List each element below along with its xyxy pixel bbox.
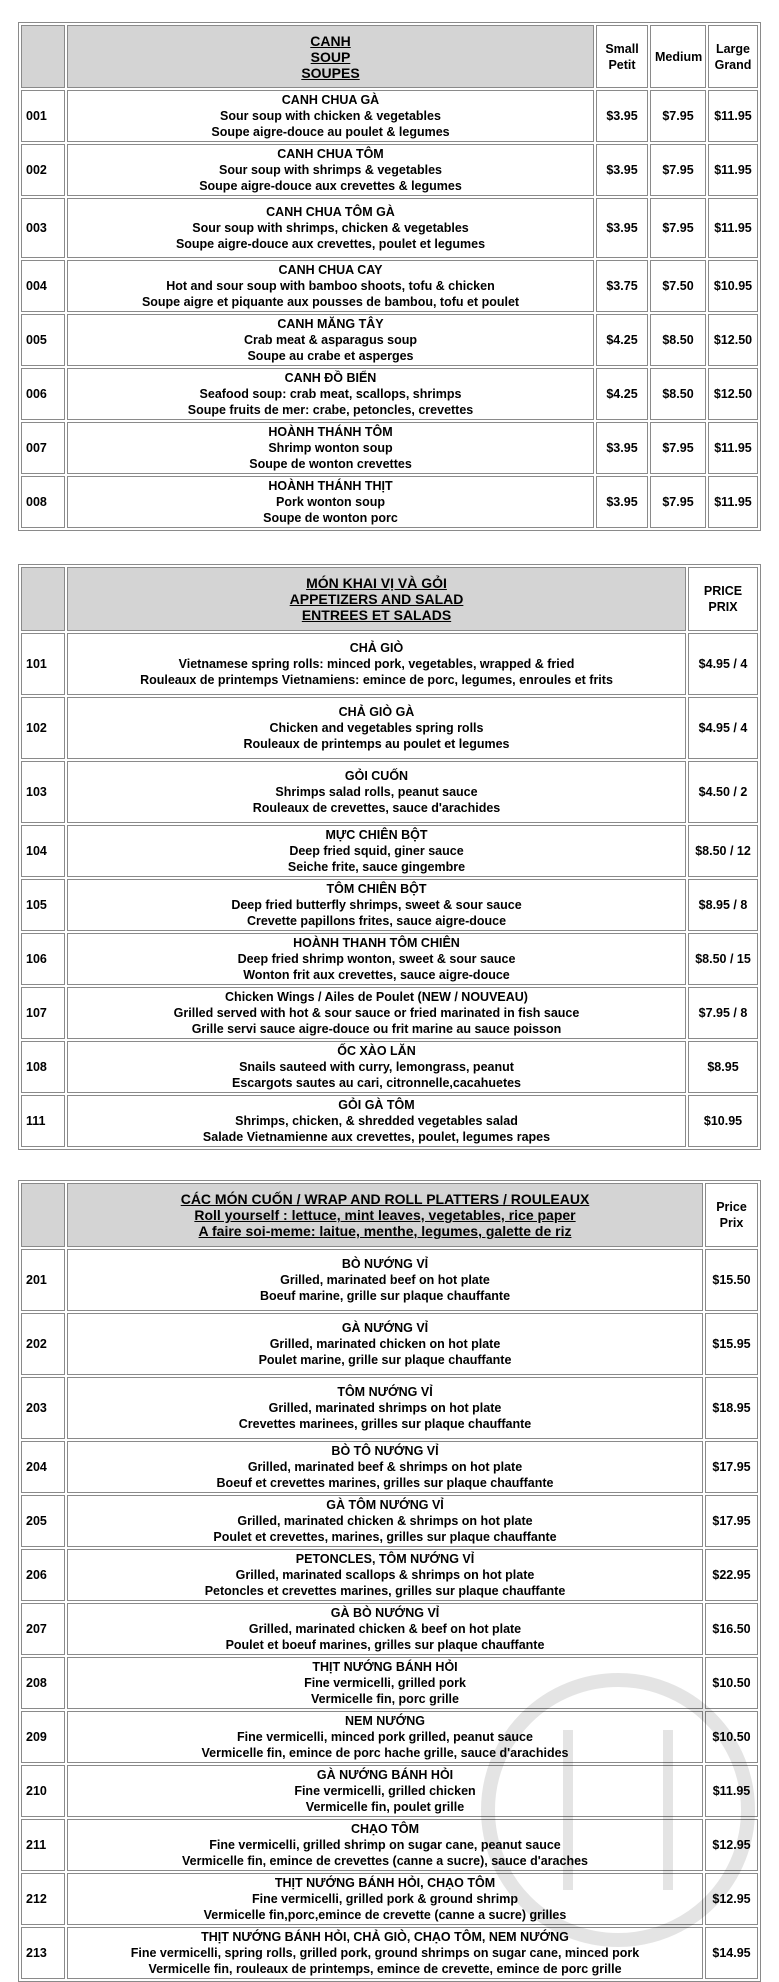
section-title xyxy=(67,25,594,88)
item-price: $17.95 xyxy=(705,1495,758,1547)
item-description xyxy=(67,825,686,877)
item-description-line: Hot and sour soup with bamboo shoots, tofu & chicken xyxy=(166,279,495,293)
menu-item-row xyxy=(21,1549,758,1601)
item-code: 208 xyxy=(21,1657,65,1709)
item-price: $3.95 xyxy=(596,476,648,528)
price-column-header xyxy=(596,25,648,88)
item-description-line: Chicken and vegetables spring rolls xyxy=(269,721,484,735)
menu-item-row xyxy=(21,1495,758,1547)
item-price: $18.95 xyxy=(705,1377,758,1439)
item-description xyxy=(67,198,594,258)
item-name: HOÀNH THÁNH TÔM xyxy=(268,425,393,439)
item-price: $11.95 xyxy=(708,476,758,528)
item-price: $11.95 xyxy=(705,1765,758,1817)
item-price: $8.50 / 12 xyxy=(688,825,758,877)
menu-item-row xyxy=(21,1873,758,1925)
item-price: $4.25 xyxy=(596,314,648,366)
item-description-line: Poulet et crevettes, marines, grilles sur plaque chauffante xyxy=(213,1530,557,1544)
item-description xyxy=(67,987,686,1039)
item-description-line: Grille servi sauce aigre-douce ou frit marine au sauce poisson xyxy=(191,1022,562,1036)
menu-item-row xyxy=(21,144,758,196)
item-description-line: Soupe aigre-douce aux crevettes & legumes xyxy=(199,179,462,193)
item-name: CHẠO TÔM xyxy=(350,1822,420,1836)
menu-item-row xyxy=(21,1927,758,1979)
item-description-line: Grilled, marinated chicken on hot plate xyxy=(269,1337,501,1351)
item-code: 205 xyxy=(21,1495,65,1547)
price-column-header-line: PRICE xyxy=(703,584,743,598)
item-description xyxy=(67,1711,703,1763)
item-code: 102 xyxy=(21,697,65,759)
item-description xyxy=(67,1313,703,1375)
item-description-line: Soupe aigre et piquante aux pousses de bambou, tofu et poulet xyxy=(141,295,520,309)
menu-item-row xyxy=(21,1313,758,1375)
item-description xyxy=(67,368,594,420)
item-description-line: Crevette papillons frites, sauce aigre-douce xyxy=(246,914,507,928)
menu-item-row xyxy=(21,825,758,877)
item-description xyxy=(67,90,594,142)
item-name: Chicken Wings / Ailes de Poulet (NEW / NOUVEAU) xyxy=(225,990,528,1004)
item-description-line: Deep fried butterfly shrimps, sweet & sour sauce xyxy=(231,898,522,912)
header-blank-cell xyxy=(21,25,65,88)
item-description-line: Grilled, marinated scallops & shrimps on hot plate xyxy=(235,1568,535,1582)
item-description-line: Shrimps, chicken, & shredded vegetables salad xyxy=(235,1114,518,1128)
item-name: CANH CHUA TÔM xyxy=(277,147,384,161)
item-description-line: Grilled, marinated beef & shrimps on hot plate xyxy=(247,1460,523,1474)
item-price: $11.95 xyxy=(708,422,758,474)
item-description-line: Fine vermicelli, spring rolls, grilled pork, ground shrimps on sugar cane, minced pork xyxy=(130,1946,640,1960)
item-description-line: Fine vermicelli, grilled chicken xyxy=(294,1784,476,1798)
price-column-header-line: Price xyxy=(716,1200,747,1214)
section-title-line: SOUPES xyxy=(301,64,360,81)
item-name: MỰC CHIÊN BỘT xyxy=(325,828,428,842)
item-description-line: Sour soup with chicken & vegetables xyxy=(220,109,441,123)
item-description-line: Grilled, marinated beef on hot plate xyxy=(280,1273,490,1287)
item-price: $3.95 xyxy=(596,422,648,474)
wraps-table xyxy=(18,1180,761,1982)
price-column-header-line: Petit xyxy=(608,57,636,72)
item-name: BÒ TÔ NƯỚNG VỈ xyxy=(331,1444,439,1458)
item-price: $11.95 xyxy=(708,144,758,196)
price-column-header-line: Small xyxy=(605,41,639,56)
item-name: CHẢ GIÒ GÀ xyxy=(338,705,415,719)
item-description xyxy=(67,1927,703,1979)
item-name: THỊT NƯỚNG BÁNH HỎI, CHẠO TÔM xyxy=(274,1876,496,1890)
item-price: $11.95 xyxy=(708,90,758,142)
item-description xyxy=(67,1249,703,1311)
item-description-line: Soupe de wonton porc xyxy=(263,511,398,525)
item-description-line: Fine vermicelli, grilled pork & ground shrimp xyxy=(251,1892,519,1906)
item-price: $4.95 / 4 xyxy=(688,633,758,695)
menu-item-row xyxy=(21,761,758,823)
item-description-line: Vermicelle fin, rouleaux de printemps, emince de crevette, emince de porc grille xyxy=(148,1962,622,1976)
item-name: NEM NƯỚNG xyxy=(344,1714,426,1728)
item-code: 002 xyxy=(21,144,65,196)
item-name: BÒ NƯỚNG VỈ xyxy=(341,1257,429,1271)
item-description-line: Sour soup with shrimps & vegetables xyxy=(219,163,442,177)
item-description-line: Soupe fruits de mer: crabe, petoncles, crevettes xyxy=(187,403,474,417)
item-price: $8.50 xyxy=(650,314,706,366)
item-description xyxy=(67,761,686,823)
item-name: GÀ TÔM NƯỚNG VỈ xyxy=(326,1498,444,1512)
menu-item-row xyxy=(21,1095,758,1147)
section-title-line: MÓN KHAI VỊ VÀ GỎI xyxy=(306,575,447,591)
item-name: GỎI CUỐN xyxy=(344,769,409,783)
item-description-line: Rouleaux de printemps Vietnamiens: emince de porc, legumes, enroules et frits xyxy=(140,673,613,687)
item-price: $16.50 xyxy=(705,1603,758,1655)
item-description xyxy=(67,879,686,931)
item-description-line: Vermicelle fin, porc grille xyxy=(311,1692,459,1706)
item-name: PETONCLES, TÔM NƯỚNG VỈ xyxy=(295,1552,475,1566)
menu-item-row xyxy=(21,879,758,931)
price-column-header-line: Grand xyxy=(714,57,752,72)
appetizers-table xyxy=(18,564,761,1150)
price-column-header-line: PRIX xyxy=(708,600,738,614)
menu-item-row xyxy=(21,1441,758,1493)
item-description-line: Vermicelle fin, poulet grille xyxy=(305,1800,465,1814)
item-description-line: Snails sauteed with curry, lemongrass, peanut xyxy=(239,1060,514,1074)
item-name: TÔM NƯỚNG VỈ xyxy=(337,1385,433,1399)
item-description xyxy=(67,144,594,196)
item-price: $7.50 xyxy=(650,260,706,312)
item-description xyxy=(67,1765,703,1817)
item-name: CANH CHUA CAY xyxy=(278,263,383,277)
menu-item-row xyxy=(21,368,758,420)
item-price: $12.95 xyxy=(705,1819,758,1871)
item-price: $10.50 xyxy=(705,1711,758,1763)
item-description-line: Boeuf marine, grille sur plaque chauffante xyxy=(259,1289,511,1303)
item-price: $7.95 xyxy=(650,476,706,528)
section-title-line: APPETIZERS AND SALAD xyxy=(289,591,464,607)
menu-item-row xyxy=(21,1711,758,1763)
item-description xyxy=(67,633,686,695)
item-code: 210 xyxy=(21,1765,65,1817)
item-code: 211 xyxy=(21,1819,65,1871)
item-name: GÀ NƯỚNG BÁNH HỎI xyxy=(316,1768,454,1782)
item-description-line: Vermicelle fin, emince de porc hache grille, sauce d'arachides xyxy=(201,1746,569,1760)
item-code: 203 xyxy=(21,1377,65,1439)
item-description-line: Fine vermicelli, grilled pork xyxy=(304,1676,466,1690)
item-description xyxy=(67,422,594,474)
item-name: GÀ BÒ NƯỚNG VỈ xyxy=(330,1606,440,1620)
item-description-line: Petoncles et crevettes marines, grilles sur plaque chauffante xyxy=(204,1584,566,1598)
item-name: HOÀNH THÁNH THỊT xyxy=(268,479,393,493)
item-code: 201 xyxy=(21,1249,65,1311)
item-code: 006 xyxy=(21,368,65,420)
header-row xyxy=(21,1183,758,1247)
item-description-line: Boeuf et crevettes marines, grilles sur plaque chauffante xyxy=(216,1476,554,1490)
item-price: $15.50 xyxy=(705,1249,758,1311)
price-column-header xyxy=(688,567,758,631)
menu-item-row xyxy=(21,633,758,695)
item-name: CHẢ GIÒ xyxy=(349,641,404,655)
item-code: 107 xyxy=(21,987,65,1039)
item-code: 108 xyxy=(21,1041,65,1093)
menu-item-row xyxy=(21,260,758,312)
price-column-header xyxy=(705,1183,758,1247)
item-description-line: Seafood soup: crab meat, scallops, shrimps xyxy=(199,387,462,401)
header-blank-cell xyxy=(21,1183,65,1247)
item-description-line: Soupe de wonton crevettes xyxy=(249,457,412,471)
item-description-line: Seiche frite, sauce gingembre xyxy=(287,860,466,874)
item-description xyxy=(67,1377,703,1439)
item-price: $3.75 xyxy=(596,260,648,312)
item-price: $7.95 xyxy=(650,422,706,474)
item-description-line: Rouleaux de crevettes, sauce d'arachides xyxy=(252,801,501,815)
item-description-line: Grilled, marinated chicken & beef on hot plate xyxy=(248,1622,522,1636)
price-column-header-line: Large xyxy=(715,41,751,56)
section-title-line: ENTREES ET SALADS xyxy=(301,607,452,623)
item-description xyxy=(67,933,686,985)
menu-item-row xyxy=(21,422,758,474)
item-price: $3.95 xyxy=(596,90,648,142)
section-title xyxy=(67,1183,703,1247)
item-code: 105 xyxy=(21,879,65,931)
menu-item-row xyxy=(21,198,758,258)
item-name: GỎI GÀ TÔM xyxy=(338,1098,415,1112)
menu-item-row xyxy=(21,987,758,1039)
item-description-line: Vermicelle fin,porc,emince de crevette (canne a sucre) grilles xyxy=(203,1908,567,1922)
item-description-line: Vermicelle fin, emince de crevettes (canne a sucre), sauce d'araches xyxy=(182,1854,588,1868)
item-code: 103 xyxy=(21,761,65,823)
item-description xyxy=(67,697,686,759)
item-description xyxy=(67,1819,703,1871)
item-price: $8.95 xyxy=(688,1041,758,1093)
item-price: $3.95 xyxy=(596,198,648,258)
item-price: $7.95 xyxy=(650,90,706,142)
item-name: CANH MĂNG TÂY xyxy=(277,317,384,331)
menu-item-row xyxy=(21,1819,758,1871)
section-title-line: SOUP xyxy=(310,48,351,65)
menu-item-row xyxy=(21,697,758,759)
item-code: 003 xyxy=(21,198,65,258)
item-code: 101 xyxy=(21,633,65,695)
menu-item-row xyxy=(21,1657,758,1709)
item-description xyxy=(67,260,594,312)
item-description-line: Shrimps salad rolls, peanut sauce xyxy=(275,785,478,799)
menu-item-row xyxy=(21,476,758,528)
item-description-line: Pork wonton soup xyxy=(275,495,386,509)
price-column-header xyxy=(708,25,758,88)
price-column-header-line: Medium xyxy=(655,49,703,64)
item-name: CANH CHUA TÔM GÀ xyxy=(266,205,395,219)
item-name: HOÀNH THANH TÔM CHIÊN xyxy=(293,936,460,950)
item-price: $7.95 xyxy=(650,144,706,196)
item-description-line: Vietnamese spring rolls: minced pork, vegetables, wrapped & fried xyxy=(178,657,575,671)
item-description-line: Grilled, marinated shrimps on hot plate xyxy=(268,1401,502,1415)
item-code: 005 xyxy=(21,314,65,366)
price-column-header-line: Prix xyxy=(719,1216,744,1230)
item-description-line: Crevettes marinees, grilles sur plaque chauffante xyxy=(238,1417,532,1431)
item-description xyxy=(67,314,594,366)
header-row xyxy=(21,25,758,88)
item-description xyxy=(67,1441,703,1493)
menu-item-row xyxy=(21,90,758,142)
item-description-line: Fine vermicelli, grilled shrimp on sugar cane, peanut sauce xyxy=(209,1838,561,1852)
item-name: THỊT NƯỚNG BÁNH HỎI xyxy=(312,1660,458,1674)
section-title-line: CANH xyxy=(310,32,351,49)
item-description-line: Salade Vietnamienne aux crevettes, poulet, legumes rapes xyxy=(202,1130,551,1144)
item-description xyxy=(67,1549,703,1601)
item-price: $8.95 / 8 xyxy=(688,879,758,931)
item-price: $12.95 xyxy=(705,1873,758,1925)
item-price: $12.50 xyxy=(708,314,758,366)
item-description xyxy=(67,1095,686,1147)
price-column-header xyxy=(650,25,706,88)
item-code: 104 xyxy=(21,825,65,877)
soups-table xyxy=(18,22,761,531)
item-price: $3.95 xyxy=(596,144,648,196)
item-code: 004 xyxy=(21,260,65,312)
item-description-line: Grilled, marinated chicken & shrimps on hot plate xyxy=(237,1514,533,1528)
section-title-line: CÁC MÓN CUỐN / WRAP AND ROLL PLATTERS / ROULEAUX xyxy=(180,1191,590,1207)
item-code: 206 xyxy=(21,1549,65,1601)
item-code: 204 xyxy=(21,1441,65,1493)
item-name: CANH CHUA GÀ xyxy=(281,93,380,107)
item-description-line: Crab meat & asparagus soup xyxy=(244,333,417,347)
item-description xyxy=(67,476,594,528)
item-description-line: Fine vermicelli, minced pork grilled, peanut sauce xyxy=(237,1730,533,1744)
item-code: 212 xyxy=(21,1873,65,1925)
item-description-line: Deep fried shrimp wonton, sweet & sour sauce xyxy=(237,952,516,966)
item-description-line: Rouleaux de printemps au poulet et legumes xyxy=(243,737,510,751)
item-name: THỊT NƯỚNG BÁNH HỎI, CHẢ GIÒ, CHẠO TÔM, NEM NƯỚNG xyxy=(201,1930,569,1944)
item-price: $14.95 xyxy=(705,1927,758,1979)
header-row xyxy=(21,567,758,631)
menu-item-row xyxy=(21,1249,758,1311)
item-description-line: Wonton frit aux crevettes, sauce aigre-douce xyxy=(243,968,510,982)
item-price: $4.25 xyxy=(596,368,648,420)
item-description-line: Escargots sautes au cari, citronnelle,cacahuetes xyxy=(231,1076,522,1090)
item-description xyxy=(67,1041,686,1093)
item-description-line: Grilled served with hot & sour sauce or fried marinated in fish sauce xyxy=(173,1006,580,1020)
section-title-line: Roll yourself : lettuce, mint leaves, vegetables, rice paper xyxy=(194,1207,576,1223)
item-price: $4.50 / 2 xyxy=(688,761,758,823)
item-description-line: Poulet et boeuf marines, grilles sur plaque chauffante xyxy=(225,1638,545,1652)
menu-item-row xyxy=(21,933,758,985)
item-code: 106 xyxy=(21,933,65,985)
section-title-line: A faire soi-meme: laitue, menthe, legumes, galette de riz xyxy=(198,1223,572,1239)
item-description-line: Shrimp wonton soup xyxy=(268,441,393,455)
header-blank-cell xyxy=(21,567,65,631)
menu-item-row xyxy=(21,1603,758,1655)
item-price: $4.95 / 4 xyxy=(688,697,758,759)
item-code: 007 xyxy=(21,422,65,474)
item-name: GÀ NƯỚNG VỈ xyxy=(341,1321,429,1335)
item-description-line: Soupe aigre-douce au poulet & legumes xyxy=(211,125,450,139)
item-description-line: Soupe aigre-douce aux crevettes, poulet et legumes xyxy=(175,237,486,251)
item-price: $10.95 xyxy=(688,1095,758,1147)
item-name: CANH ĐỒ BIỂN xyxy=(284,371,377,385)
item-price: $8.50 / 15 xyxy=(688,933,758,985)
item-code: 202 xyxy=(21,1313,65,1375)
item-price: $10.50 xyxy=(705,1657,758,1709)
item-description-line: Soupe au crabe et asperges xyxy=(247,349,414,363)
item-description-line: Deep fried squid, giner sauce xyxy=(289,844,464,858)
item-code: 111 xyxy=(21,1095,65,1147)
item-price: $7.95 / 8 xyxy=(688,987,758,1039)
menu-item-row xyxy=(21,1765,758,1817)
item-code: 001 xyxy=(21,90,65,142)
item-description xyxy=(67,1603,703,1655)
item-description-line: Poulet marine, grille sur plaque chauffante xyxy=(258,1353,512,1367)
item-name: ỐC XÀO LĂN xyxy=(337,1044,416,1058)
menu-item-row xyxy=(21,1041,758,1093)
item-code: 213 xyxy=(21,1927,65,1979)
item-price: $17.95 xyxy=(705,1441,758,1493)
item-code: 207 xyxy=(21,1603,65,1655)
item-price: $7.95 xyxy=(650,198,706,258)
section-title xyxy=(67,567,686,631)
item-description xyxy=(67,1873,703,1925)
item-code: 209 xyxy=(21,1711,65,1763)
item-description-line: Sour soup with shrimps, chicken & vegetables xyxy=(192,221,469,235)
item-price: $8.50 xyxy=(650,368,706,420)
menu-item-row xyxy=(21,1377,758,1439)
item-description xyxy=(67,1657,703,1709)
item-price: $12.50 xyxy=(708,368,758,420)
item-price: $22.95 xyxy=(705,1549,758,1601)
item-code: 008 xyxy=(21,476,65,528)
item-description xyxy=(67,1495,703,1547)
item-price: $15.95 xyxy=(705,1313,758,1375)
item-name: TÔM CHIÊN BỘT xyxy=(326,882,427,896)
item-price: $11.95 xyxy=(708,198,758,258)
item-price: $10.95 xyxy=(708,260,758,312)
menu-item-row xyxy=(21,314,758,366)
